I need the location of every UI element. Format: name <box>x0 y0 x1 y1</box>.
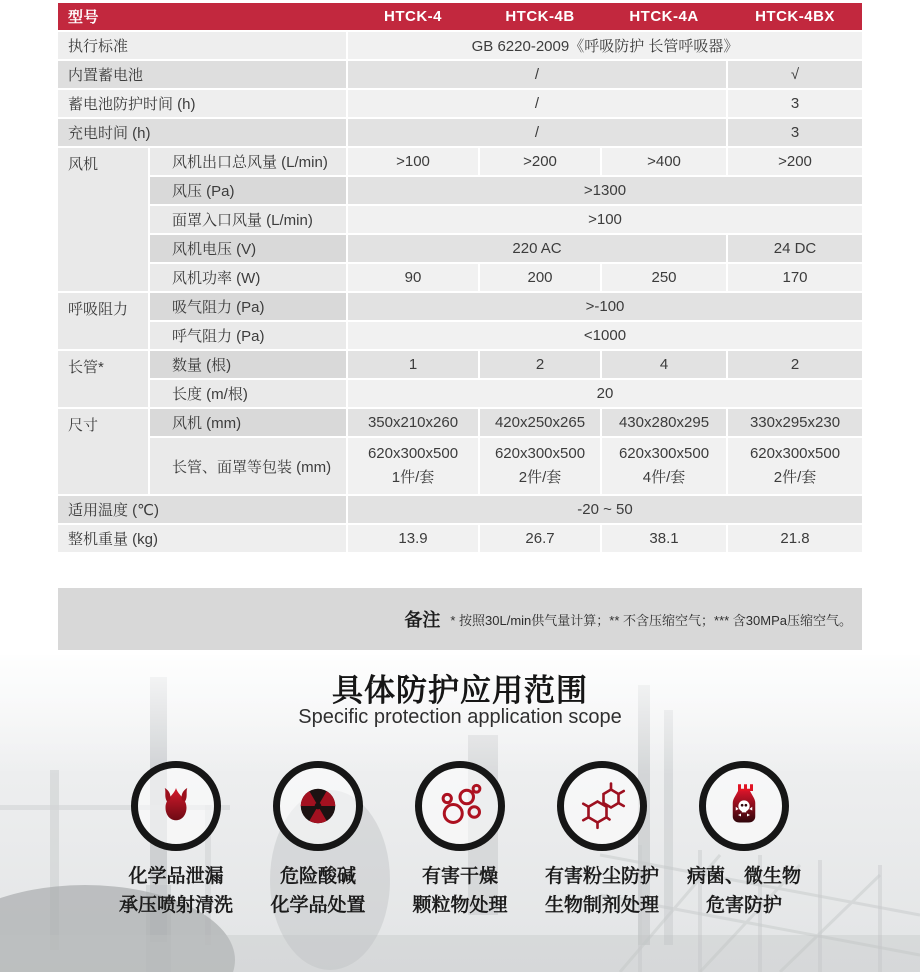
application-item <box>389 761 531 920</box>
label-cell: 长度 (m/根) <box>150 380 346 407</box>
value-cell: 90 <box>348 264 478 291</box>
particles-icon <box>415 761 505 851</box>
spec-table <box>58 3 862 552</box>
value-cell: 250 <box>602 264 726 291</box>
application-items <box>0 761 920 920</box>
label-cell: 风机 (mm) <box>150 409 346 436</box>
group-label-cell: 长管* <box>58 351 148 407</box>
value-cell: 3 <box>728 119 862 146</box>
application-item-label: 危险酸碱 化学品处置 <box>270 866 366 916</box>
value-cell: 430x280x295 <box>602 409 726 436</box>
value-cell: 420x250x265 <box>480 409 600 436</box>
poison-bottle-icon <box>699 761 789 851</box>
application-item <box>531 761 673 920</box>
radiation-icon <box>273 761 363 851</box>
application-item <box>247 761 389 920</box>
value-cell: >400 <box>602 148 726 175</box>
value-cell: 4 <box>602 351 726 378</box>
value-cell: >-100 <box>348 293 862 320</box>
label-cell: 内置蓄电池 <box>58 61 346 88</box>
label-cell: 风机出口总风量 (L/min) <box>150 148 346 175</box>
application-item-label: 有害粉尘防护 生物制剂处理 <box>544 866 659 916</box>
value-cell: 170 <box>728 264 862 291</box>
value-cell: >200 <box>480 148 600 175</box>
application-item-label: 有害干燥 颗粒物处理 <box>412 866 508 916</box>
header-column: HTCK-4B <box>505 8 575 25</box>
molecule-icon <box>557 761 647 851</box>
value-cell: √ <box>728 61 862 88</box>
label-cell: 充电时间 (h) <box>58 119 346 146</box>
value-cell: 2 <box>728 351 862 378</box>
value-cell: GB 6220-2009《呼吸防护 长管呼吸器》 <box>348 32 862 59</box>
application-item <box>673 761 815 920</box>
value-cell: >200 <box>728 148 862 175</box>
value-cell: >100 <box>348 206 862 233</box>
section-subtitle: Specific protection application scope <box>298 706 622 728</box>
value-cell: 3 <box>728 90 862 117</box>
label-cell: 长管、面罩等包装 (mm) <box>150 438 346 494</box>
label-cell: 整机重量 (kg) <box>58 525 346 552</box>
value-cell: 200 <box>480 264 600 291</box>
flame-icon <box>131 761 221 851</box>
value-cell: 21.8 <box>728 525 862 552</box>
value-cell: 2 <box>480 351 600 378</box>
value-cell: >1300 <box>348 177 862 204</box>
value-cell: 38.1 <box>602 525 726 552</box>
group-label-cell: 风机 <box>58 148 148 291</box>
group-label-cell: 呼吸阻力 <box>58 293 148 349</box>
label-cell: 风机电压 (V) <box>150 235 346 262</box>
spec-table-header <box>58 3 862 30</box>
label-cell: 蓄电池防护时间 (h) <box>58 90 346 117</box>
remark-text: * 按照30L/min供气量计算；** 不含压缩空气；*** 含30MPa压缩空气。 <box>450 612 852 628</box>
value-cell: 20 <box>348 380 862 407</box>
value-cell: 620x300x500 4件/套 <box>602 438 726 494</box>
label-cell: 数量 (根) <box>150 351 346 378</box>
remark-box <box>58 588 862 650</box>
header-model-label: 型号 <box>68 9 100 26</box>
header-column: HTCK-4 <box>384 8 442 25</box>
value-cell: 1 <box>348 351 478 378</box>
value-cell: 24 DC <box>728 235 862 262</box>
label-cell: 吸气阻力 (Pa) <box>150 293 346 320</box>
value-cell: 620x300x500 2件/套 <box>480 438 600 494</box>
label-cell: 执行标准 <box>58 32 346 59</box>
application-item-label: 化学品泄漏 承压喷射清洗 <box>118 866 233 916</box>
value-cell: 13.9 <box>348 525 478 552</box>
remark-label: 备注 <box>404 610 441 630</box>
value-cell: 26.7 <box>480 525 600 552</box>
value-cell: >100 <box>348 148 478 175</box>
value-cell: / <box>348 90 726 117</box>
value-cell: / <box>348 119 726 146</box>
application-item-label: 病菌、微生物 危害防护 <box>686 866 801 916</box>
label-cell: 面罩入口风量 (L/min) <box>150 206 346 233</box>
header-column: HTCK-4A <box>629 8 699 25</box>
application-item <box>105 761 247 920</box>
section-title: 具体防护应用范围 <box>332 673 588 708</box>
value-cell: 350x210x260 <box>348 409 478 436</box>
label-cell: 呼气阻力 (Pa) <box>150 322 346 349</box>
value-cell: 330x295x230 <box>728 409 862 436</box>
label-cell: 适用温度 (℃) <box>58 496 346 523</box>
value-cell: 620x300x500 1件/套 <box>348 438 478 494</box>
header-column: HTCK-4BX <box>755 8 835 25</box>
value-cell: <1000 <box>348 322 862 349</box>
label-cell: 风压 (Pa) <box>150 177 346 204</box>
value-cell: / <box>348 61 726 88</box>
label-cell: 风机功率 (W) <box>150 264 346 291</box>
application-scope-section <box>0 655 920 972</box>
value-cell: 220 AC <box>348 235 726 262</box>
group-label-cell: 尺寸 <box>58 409 148 494</box>
value-cell: -20 ~ 50 <box>348 496 862 523</box>
value-cell: 620x300x500 2件/套 <box>728 438 862 494</box>
